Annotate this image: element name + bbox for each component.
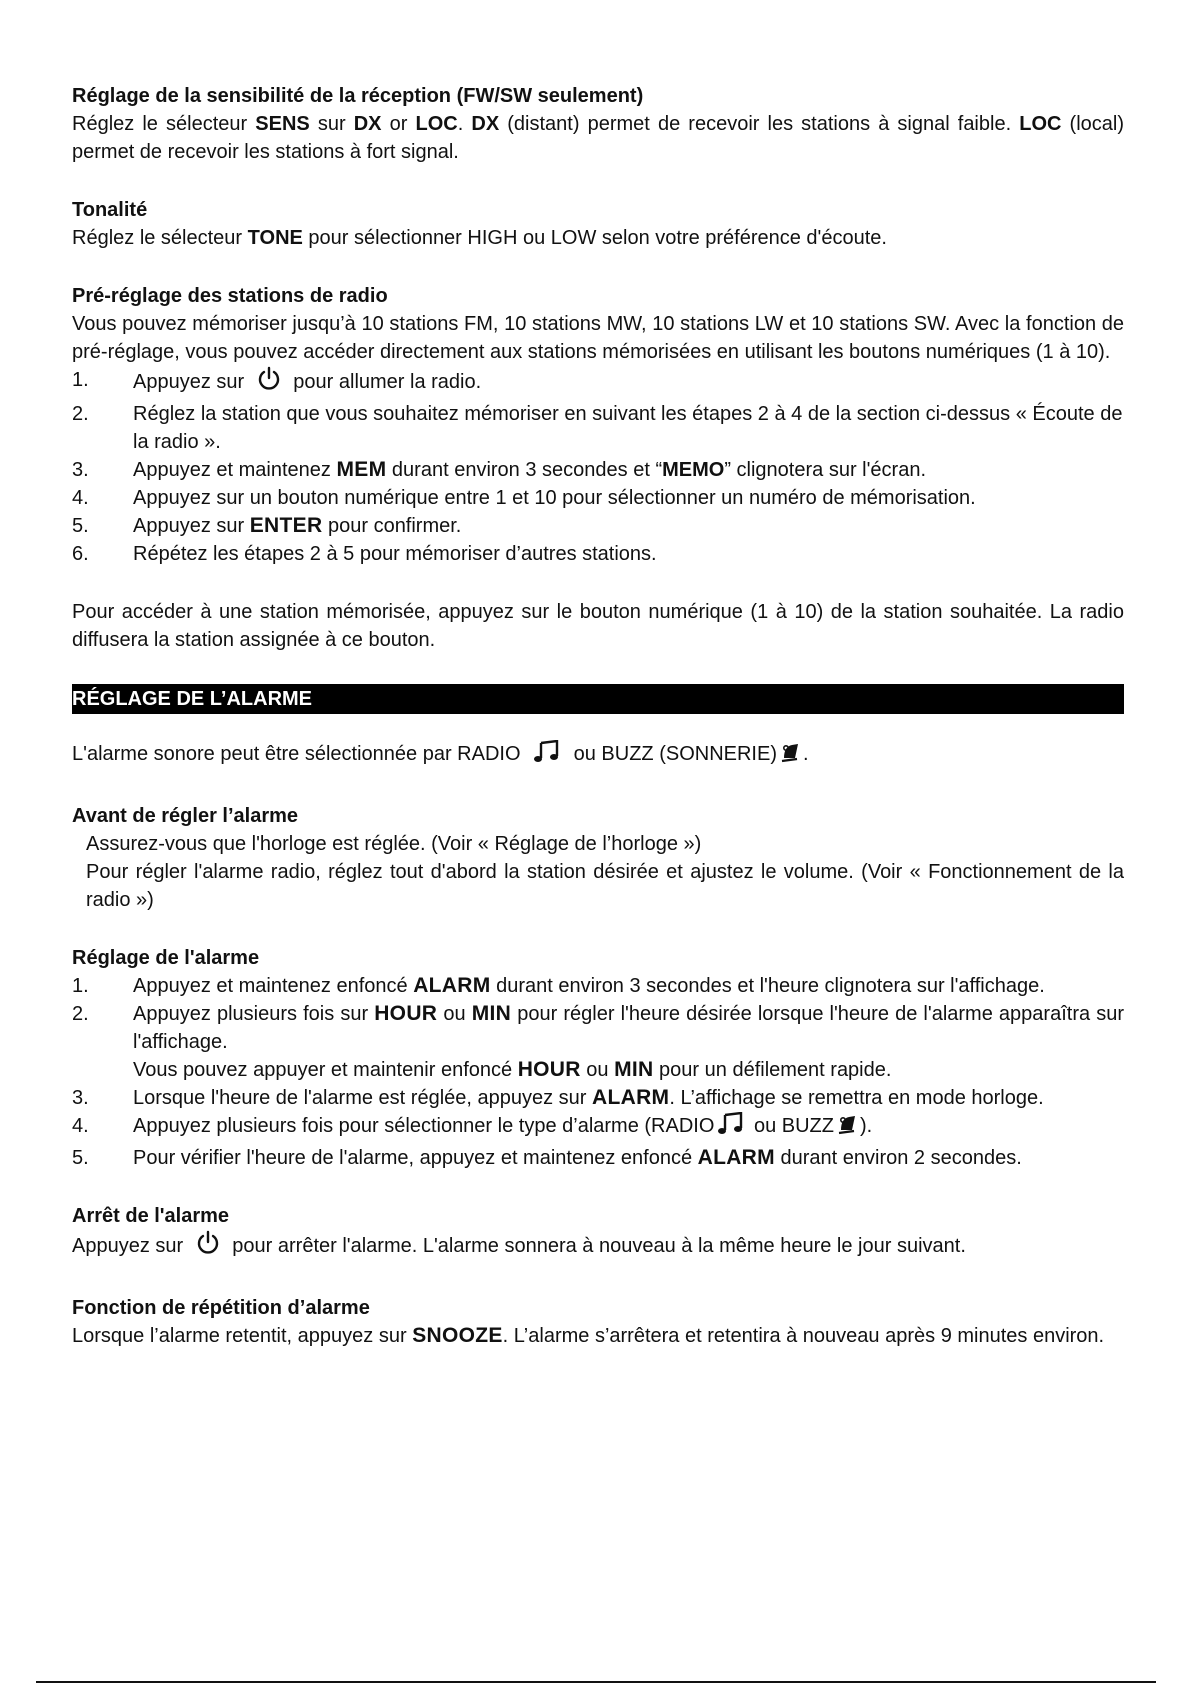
hour-button-label: HOUR <box>517 1058 581 1081</box>
list-item: 5. Appuyez sur ENTER pour confirmer. <box>72 514 462 537</box>
music-note-icon <box>532 740 562 772</box>
min-button-label: MIN <box>471 1002 512 1025</box>
mem-button-label: MEM <box>336 458 387 481</box>
set-alarm-heading: Réglage de l'alarme <box>72 947 260 969</box>
tone-heading: Tonalité <box>72 199 148 221</box>
enter-button-label: ENTER <box>249 514 323 537</box>
list-item: 3. Lorsque l'heure de l'alarme est réglée, appuyez sur ALARM. L’affichage se remettra en mode horloge. <box>72 1086 1044 1109</box>
snooze-button-label: SNOOZE <box>412 1324 503 1347</box>
list-item: 1. Appuyez et maintenez enfoncé ALARM durant environ 3 secondes et l'heure clignotera sur l'affichage. <box>72 974 1045 997</box>
list-item: 4. Appuyez plusieurs fois pour sélectionner le type d’alarme (RADIO ou BUZZ ). <box>72 1112 1124 1144</box>
power-icon <box>256 366 282 400</box>
sens-paragraph: Réglez le sélecteur SENS sur DX or LOC. DX (distant) permet de recevoir les stations à signal faible. LOC (local) permet de recevoir les stations à fort signal. <box>72 113 1124 163</box>
min-button-label: MIN <box>614 1058 654 1081</box>
preset-steps <box>72 366 1124 568</box>
before-alarm-heading: Avant de régler l’alarme <box>72 805 299 827</box>
music-note-icon <box>716 1112 746 1144</box>
snooze-heading: Fonction de répétition d’alarme <box>72 1297 370 1319</box>
bell-icon <box>835 1112 859 1144</box>
before-alarm-line-2: Pour régler l'alarme radio, réglez tout d'abord la station désirée et ajustez le volume. (Voir « Fonctionnement de la radio ») <box>86 861 1124 911</box>
preset-outro: Pour accéder à une station mémorisée, appuyez sur le bouton numérique (1 à 10) de la station souhaitée. La radio diffusera la station assignée à ce bouton. <box>72 601 1124 651</box>
list-item: 4. Appuyez sur un bouton numérique entre 1 et 10 pour sélectionner un numéro de mémorisation. <box>72 487 976 509</box>
snooze-paragraph: Lorsque l’alarme retentit, appuyez sur SNOOZE. L’alarme s’arrêtera et retentira à nouveau après 9 minutes environ. <box>72 1324 1105 1347</box>
alarm-button-label: ALARM <box>592 1086 670 1109</box>
power-icon <box>195 1230 221 1264</box>
alarm-steps <box>72 972 1124 1172</box>
alarm-section-banner: RÉGLAGE DE L’ALARME <box>72 684 1124 714</box>
list-item: 3. Appuyez et maintenez MEM durant environ 3 secondes et “MEMO” clignotera sur l'écran. <box>72 458 927 481</box>
document-page <box>72 82 1124 1350</box>
list-item: 2. Appuyez plusieurs fois sur HOUR ou MIN pour régler l'heure désirée lorsque l'heure de l'alarme apparaîtra sur l'affichage. Vous pouvez appuyer et maintenir enfoncé HOUR ou MIN pour un défilement rapide. <box>72 1002 1124 1081</box>
tone-paragraph: Réglez le sélecteur TONE pour sélectionner HIGH ou LOW selon votre préférence d'écoute. <box>72 227 887 249</box>
alarm-button-label: ALARM <box>413 974 491 997</box>
preset-intro: Vous pouvez mémoriser jusqu’à 10 stations FM, 10 stations MW, 10 stations LW et 10 stations SW. Avec la fonction de pré-réglage, vous pouvez accéder directement aux stations mémorisées en utilisant les boutons numériques (1 à 10). <box>72 313 1124 363</box>
preset-heading: Pré-réglage des stations de radio <box>72 285 388 307</box>
bell-icon <box>778 740 802 772</box>
hour-button-label: HOUR <box>374 1002 438 1025</box>
before-alarm-line-1: Assurez-vous que l'horloge est réglée. (Voir « Réglage de l’horloge ») <box>86 833 702 855</box>
stop-alarm-heading: Arrêt de l'alarme <box>72 1205 230 1227</box>
alarm-sound-paragraph: L'alarme sonore peut être sélectionnée par RADIO ou BUZZ (SONNERIE) . <box>72 740 1124 772</box>
sens-heading: Réglage de la sensibilité de la réception (FW/SW seulement) <box>72 85 644 107</box>
list-item: 6. Répétez les étapes 2 à 5 pour mémoriser d’autres stations. <box>72 543 657 565</box>
alarm-button-label: ALARM <box>697 1146 775 1169</box>
footer-rule <box>36 1681 1156 1683</box>
list-item: 5. Pour vérifier l'heure de l'alarme, appuyez et maintenez enfoncé ALARM durant environ 2 secondes. <box>72 1146 1022 1169</box>
list-item: 1. Appuyez sur pour allumer la radio. <box>72 366 1124 400</box>
list-item: 2. Réglez la station que vous souhaitez mémoriser en suivant les étapes 2 à 4 de la section ci-dessus « Écoute de la radio ». <box>72 403 1123 453</box>
stop-alarm-paragraph: Appuyez sur pour arrêter l'alarme. L'alarme sonnera à nouveau à la même heure le jour suivant. <box>72 1230 1124 1264</box>
